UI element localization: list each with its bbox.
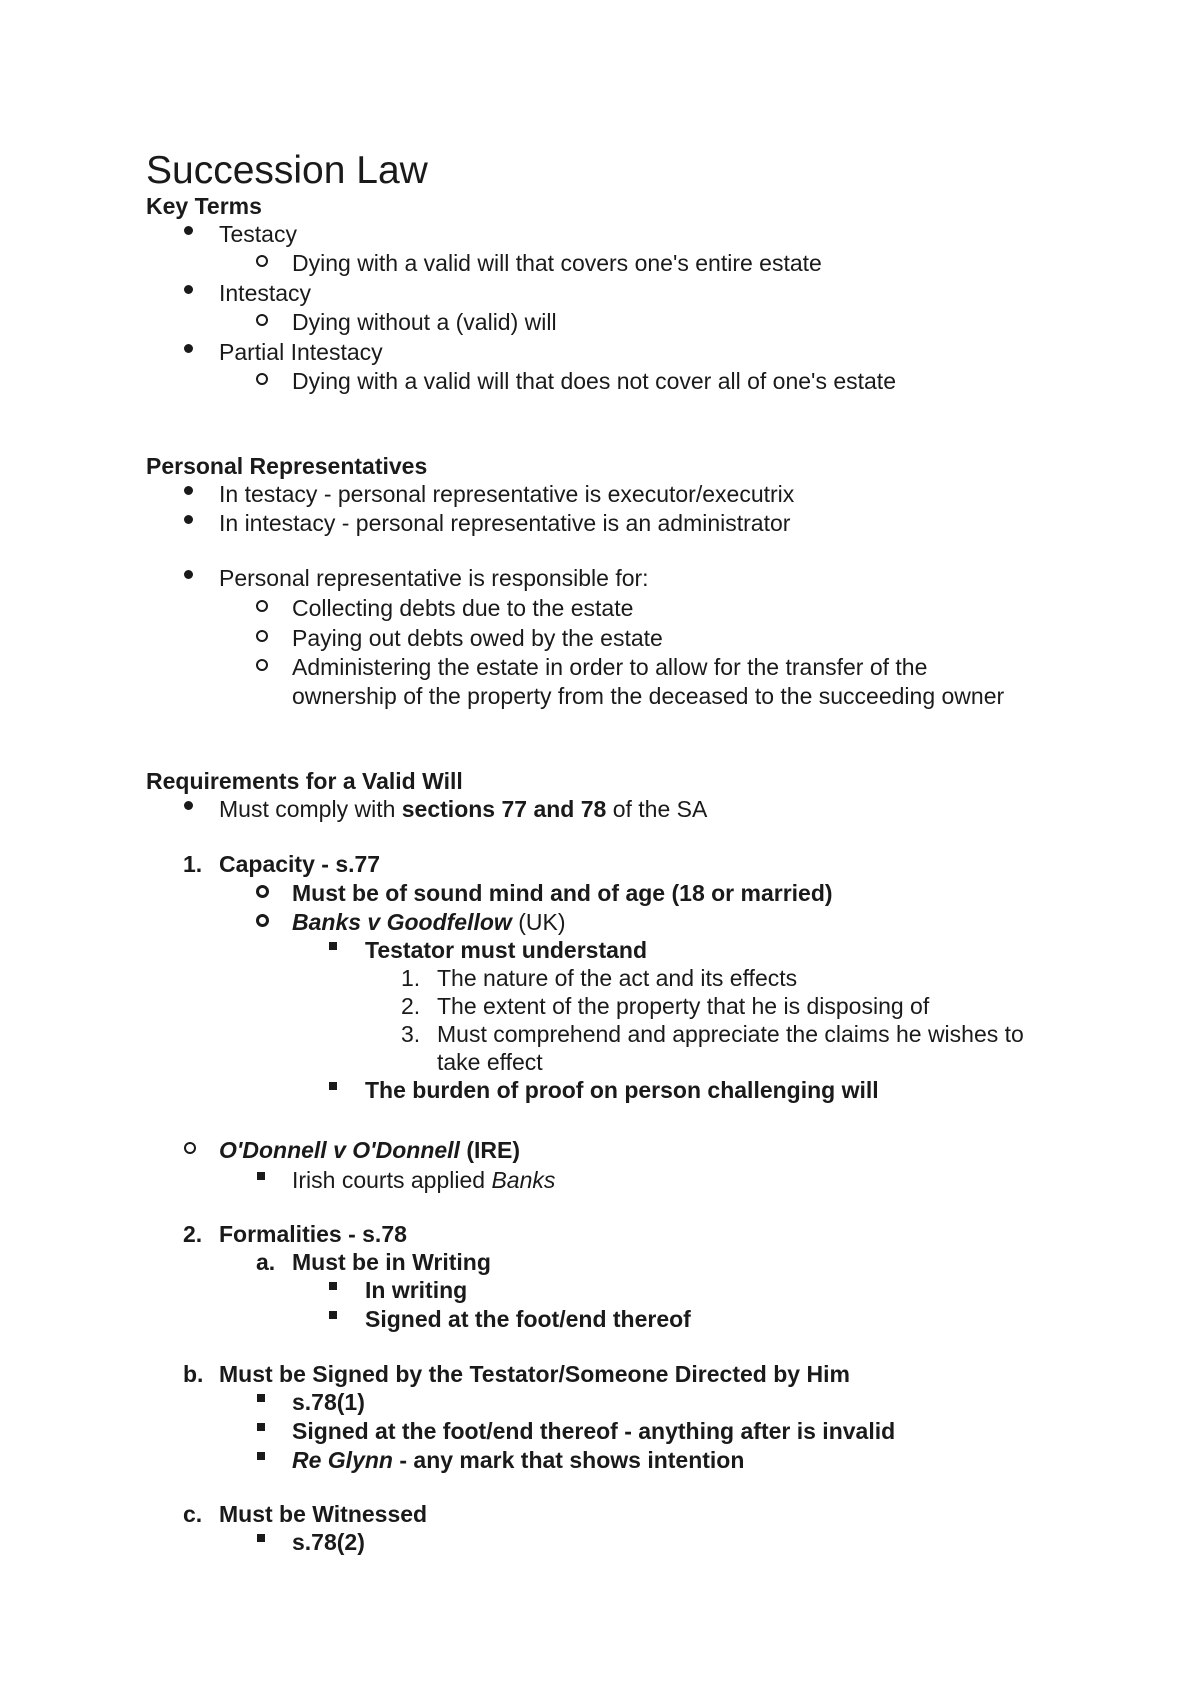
circle-bullet-icon	[256, 314, 268, 326]
understand-number-2: 2.	[401, 993, 421, 1019]
square-bullet-icon	[257, 1452, 265, 1460]
circle-bullet-icon	[256, 914, 269, 927]
bullet-icon	[184, 344, 193, 353]
responsibility-administering-cont: ownership of the property from the deceased to the succeeding owner	[292, 683, 1005, 709]
comply-line	[219, 795, 707, 823]
page-title: Succession Law	[146, 149, 428, 192]
term-intestacy-definition: Dying without a (valid) will	[292, 309, 557, 335]
formality-b-label: Must be Signed by the Testator/Someone Directed by Him	[219, 1361, 850, 1387]
formality-b-letter: b.	[183, 1361, 204, 1387]
formality-a-label: Must be in Writing	[292, 1249, 491, 1275]
understand-number-1: 1.	[401, 965, 421, 991]
square-bullet-icon	[329, 1311, 337, 1319]
square-bullet-icon	[329, 1082, 337, 1090]
understand-number-3: 3.	[401, 1021, 421, 1047]
formality-c-item-s78-2: s.78(2)	[292, 1529, 365, 1555]
key-terms-heading: Key Terms	[146, 193, 262, 219]
square-bullet-icon	[329, 1282, 337, 1290]
banks-case-name: Banks v Goodfellow	[292, 909, 512, 935]
comply-sections: sections 77 and 78	[401, 796, 607, 822]
valid-will-heading: Requirements for a Valid Will	[146, 768, 463, 794]
formality-b-glynn-line	[292, 1446, 744, 1474]
term-testacy: Testacy	[219, 221, 297, 247]
understand-item-nature: The nature of the act and its effects	[437, 965, 798, 991]
burden-of-proof: The burden of proof on person challenging will	[365, 1077, 879, 1103]
circle-bullet-icon	[256, 630, 268, 642]
square-bullet-icon	[257, 1172, 265, 1180]
square-bullet-icon	[257, 1394, 265, 1402]
formalities-number: 2.	[183, 1221, 203, 1247]
square-bullet-icon	[329, 942, 337, 950]
responsibility-paying: Paying out debts owed by the estate	[292, 625, 663, 651]
banks-jurisdiction: (UK)	[511, 909, 566, 935]
irish-courts-pre: Irish courts applied	[292, 1167, 492, 1193]
term-partial-intestacy-definition: Dying with a valid will that does not cover all of one's estate	[292, 368, 896, 394]
circle-bullet-icon	[184, 1142, 196, 1154]
term-testacy-definition: Dying with a valid will that covers one's entire estate	[292, 250, 822, 276]
odonnell-jurisdiction: (IRE)	[459, 1137, 521, 1163]
comply-pre: Must comply with	[219, 796, 402, 822]
capacity-number: 1.	[183, 851, 203, 877]
bullet-icon	[184, 486, 193, 495]
glynn-case-name: Re Glynn	[292, 1447, 393, 1473]
responsibility-administering: Administering the estate in order to allow for the transfer of the	[292, 654, 928, 680]
irish-courts-line	[292, 1166, 555, 1194]
circle-bullet-icon	[256, 600, 268, 612]
responsibility-collecting: Collecting debts due to the estate	[292, 595, 634, 621]
circle-bullet-icon	[256, 659, 268, 671]
odonnell-case-name: O'Donnell v O'Donnell	[219, 1137, 460, 1163]
formality-a-item-writing: In writing	[365, 1277, 468, 1303]
formality-b-item-signed: Signed at the foot/end thereof - anything after is invalid	[292, 1418, 896, 1444]
circle-bullet-icon	[256, 373, 268, 385]
bullet-icon	[184, 226, 193, 235]
term-partial-intestacy: Partial Intestacy	[219, 339, 383, 365]
odonnell-case-line	[219, 1136, 520, 1164]
irish-courts-case: Banks	[491, 1167, 556, 1193]
comply-post: of the SA	[606, 796, 708, 822]
circle-bullet-icon	[256, 255, 268, 267]
formality-a-letter: a.	[256, 1249, 276, 1275]
square-bullet-icon	[257, 1423, 265, 1431]
personal-rep-testacy: In testacy - personal representative is executor/executrix	[219, 481, 795, 507]
personal-rep-responsible-intro: Personal representative is responsible for:	[219, 565, 649, 591]
glynn-rest: - any mark that shows intention	[392, 1447, 745, 1473]
bullet-icon	[184, 801, 193, 810]
formality-c-label: Must be Witnessed	[219, 1501, 428, 1527]
personal-reps-heading: Personal Representatives	[146, 453, 428, 479]
bullet-icon	[184, 570, 193, 579]
bullet-icon	[184, 515, 193, 524]
formality-b-item-s78-1: s.78(1)	[292, 1389, 365, 1415]
testator-must-understand: Testator must understand	[365, 937, 647, 963]
term-intestacy: Intestacy	[219, 280, 312, 306]
formality-c-letter: c.	[183, 1501, 203, 1527]
understand-item-extent: The extent of the property that he is disposing of	[437, 993, 930, 1019]
formality-a-item-signed: Signed at the foot/end thereof	[365, 1306, 691, 1332]
sound-mind-requirement: Must be of sound mind and of age (18 or married)	[292, 880, 833, 906]
circle-bullet-icon	[256, 885, 269, 898]
capacity-label: Capacity - s.77	[219, 851, 381, 877]
banks-case-line	[292, 908, 566, 936]
bullet-icon	[184, 285, 193, 294]
understand-item-claims-cont: take effect	[437, 1049, 543, 1075]
formalities-label: Formalities - s.78	[219, 1221, 407, 1247]
personal-rep-intestacy: In intestacy - personal representative is an administrator	[219, 510, 791, 536]
understand-item-claims: Must comprehend and appreciate the claims he wishes to	[437, 1021, 1024, 1047]
square-bullet-icon	[257, 1534, 265, 1542]
